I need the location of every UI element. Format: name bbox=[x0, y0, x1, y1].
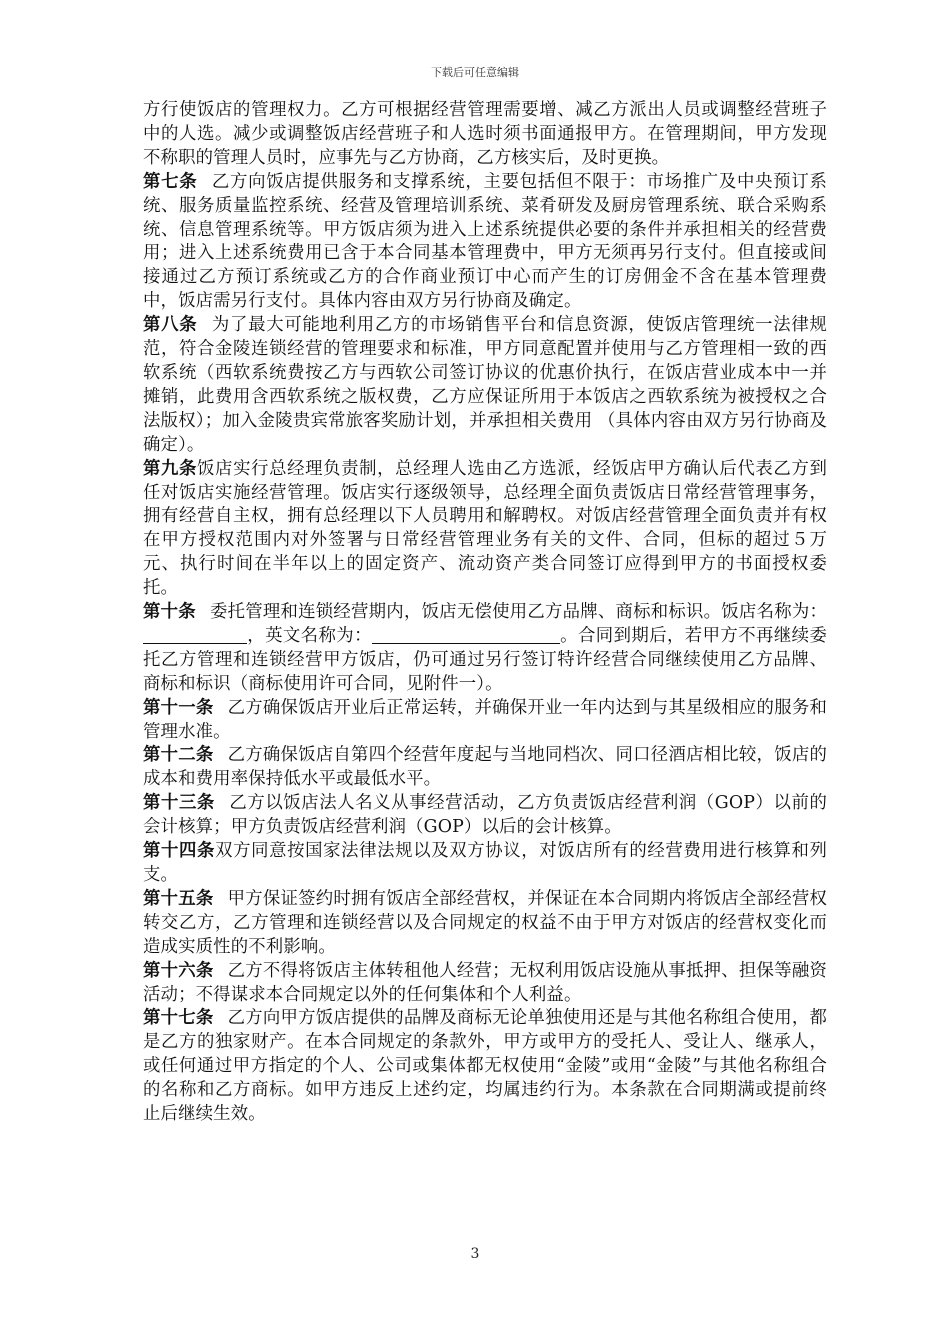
clause-text: 乙方向饭店提供服务和支撑系统，主要包括但不限于：市场推广及中央预订系统、服务质量监控系统、经营及管理培训系统、菜肴研发及厨房管理系统、联合采购系统、信息管理系统等。甲方饭店须为进入上述系统提供必要的条件并承担相关的经营费用；进入上述系统费用已含于本合同基本管理费中，甲方无须再另行支付。但直接或间接通过乙方预订系统或乙方的合作商业预订中心而产生的订房佣金不含在基本管理费中，饭店需另行支付。具体内容由双方另行协商及确定。 bbox=[143, 171, 827, 312]
clause-text: 乙方确保饭店自第四个经营年度起与当地同档次、同口径酒店相比较，饭店的成本和费用率保持低水平或最低水平。 bbox=[143, 745, 827, 790]
clause-7 bbox=[143, 171, 827, 314]
clause-text: 乙方以饭店法人名义从事经营活动，乙方负责饭店经营利润（GOP）以前的会计核算；甲方负责饭店经营利润（GOP）以后的会计核算。 bbox=[143, 793, 827, 838]
clause-title: 第十四条 bbox=[143, 841, 216, 862]
clause-text-part2: ，英文名称为： bbox=[247, 625, 372, 646]
clause-text: 双方同意按国家法律法规以及双方协议，对饭店所有的经营费用进行核算和列支。 bbox=[143, 841, 827, 885]
clause-10 bbox=[143, 601, 827, 697]
document-body bbox=[143, 99, 827, 1127]
clause-17 bbox=[143, 1007, 827, 1127]
clause-title: 第七条 bbox=[143, 171, 198, 192]
clause-title: 第十三条 bbox=[143, 793, 215, 814]
clause-text: 饭店实行总经理负责制，总经理人选由乙方选派，经饭店甲方确认后代表乙方到任对饭店实施经营管理。饭店实行逐级领导，总经理全面负责饭店日常经营管理事务，拥有经营自主权，拥有总经理以下人员聘用和解聘权。对饭店经营管理全面负责并有权在甲方授权范围内对外签署与日常经营管理业务有关的文件、合同，但标的超过５万元、执行时间在半年以上的固定资产、流动资产类合同签订应得到甲方的书面授权委托。 bbox=[143, 458, 827, 599]
clause-title: 第十一条 bbox=[143, 697, 214, 718]
clause-14 bbox=[143, 840, 827, 888]
intro-paragraph: 方行使饭店的管理权力。乙方可根据经营管理需要增、减乙方派出人员或调整经营班子中的人选。减少或调整饭店经营班子和人选时须书面通报甲方。在管理期间，甲方发现不称职的管理人员时，应事先与乙方协商，乙方核实后，及时更换。 bbox=[143, 100, 827, 168]
clause-text: 乙方向甲方饭店提供的品牌及商标无论单独使用还是与其他名称组合使用，都是乙方的独家财产。在本合同规定的条款外，甲方或甲方的受托人、受让人、继承人，或任何通过甲方指定的个人、公司或集体都无权使用“金陵”或用“金陵”与其他名称组合的名称和乙方商标。如甲方违反上述约定，均属违约行为。本条款在合同期满或提前终止后继续生效。 bbox=[143, 1008, 827, 1125]
clause-13 bbox=[143, 792, 827, 840]
page-header-note: 下载后可任意编辑 bbox=[431, 66, 519, 79]
clause-title: 第十六条 bbox=[143, 960, 214, 981]
hotel-name-blank bbox=[143, 625, 247, 644]
english-name-blank bbox=[372, 625, 560, 644]
clause-text: 乙方确保饭店开业后正常运转，并确保开业一年内达到与其星级相应的服务和管理水准。 bbox=[143, 697, 827, 742]
clause-text: 甲方保证签约时拥有饭店全部经营权，并保证在本合同期内将饭店全部经营权转交乙方，乙方管理和连锁经营以及合同规定的权益不由于甲方对饭店的经营权变化而造成实质性的不利影响。 bbox=[143, 888, 827, 957]
page-number: 3 bbox=[470, 1246, 480, 1262]
clause-12 bbox=[143, 744, 827, 792]
clause-title: 第九条 bbox=[143, 458, 198, 479]
clause-title: 第十二条 bbox=[143, 745, 214, 766]
clause-text-part3: 。合同到期后，若甲方不再继续委托乙方管理和连锁经营甲方饭店，仍可通过另行签订特许经营合同继续使用乙方品牌、商标和标识（商标使用许可合同，见附件一）。 bbox=[143, 625, 827, 694]
clause-title: 第十七条 bbox=[143, 1008, 214, 1029]
clause-16 bbox=[143, 960, 827, 1008]
clause-text-part1: 委托管理和连锁经营期内，饭店无偿使用乙方品牌、商标和标识。饭店名称为： bbox=[209, 602, 827, 623]
clause-text: 为了最大可能地利用乙方的市场销售平台和信息资源，使饭店管理统一法律规范，符合金陵连锁经营的管理要求和标准，甲方同意配置并使用与乙方管理相一致的西软系统（西软系统费按乙方与西软公司签订协议的优惠价执行，在饭店营业成本中一并摊销，此费用含西软系统之版权费，乙方应保证所用于本饭店之西软系统为被授权之合法版权）；加入金陵贵宾常旅客奖励计划，并承担相关费用 （具体内容由双方另行协商及确定）。 bbox=[143, 315, 827, 455]
clause-title: 第八条 bbox=[143, 315, 198, 336]
clause-11 bbox=[143, 697, 827, 745]
clause-text: 乙方不得将饭店主体转租他人经营；无权利用饭店设施从事抵押、担保等融资活动；不得谋求本合同规定以外的任何集体和个人利益。 bbox=[143, 960, 827, 1005]
clause-title: 第十条 bbox=[143, 602, 196, 623]
clause-15 bbox=[143, 888, 827, 960]
clause-title: 第十五条 bbox=[143, 888, 214, 909]
clause-8 bbox=[143, 314, 827, 457]
clause-9 bbox=[143, 458, 827, 601]
